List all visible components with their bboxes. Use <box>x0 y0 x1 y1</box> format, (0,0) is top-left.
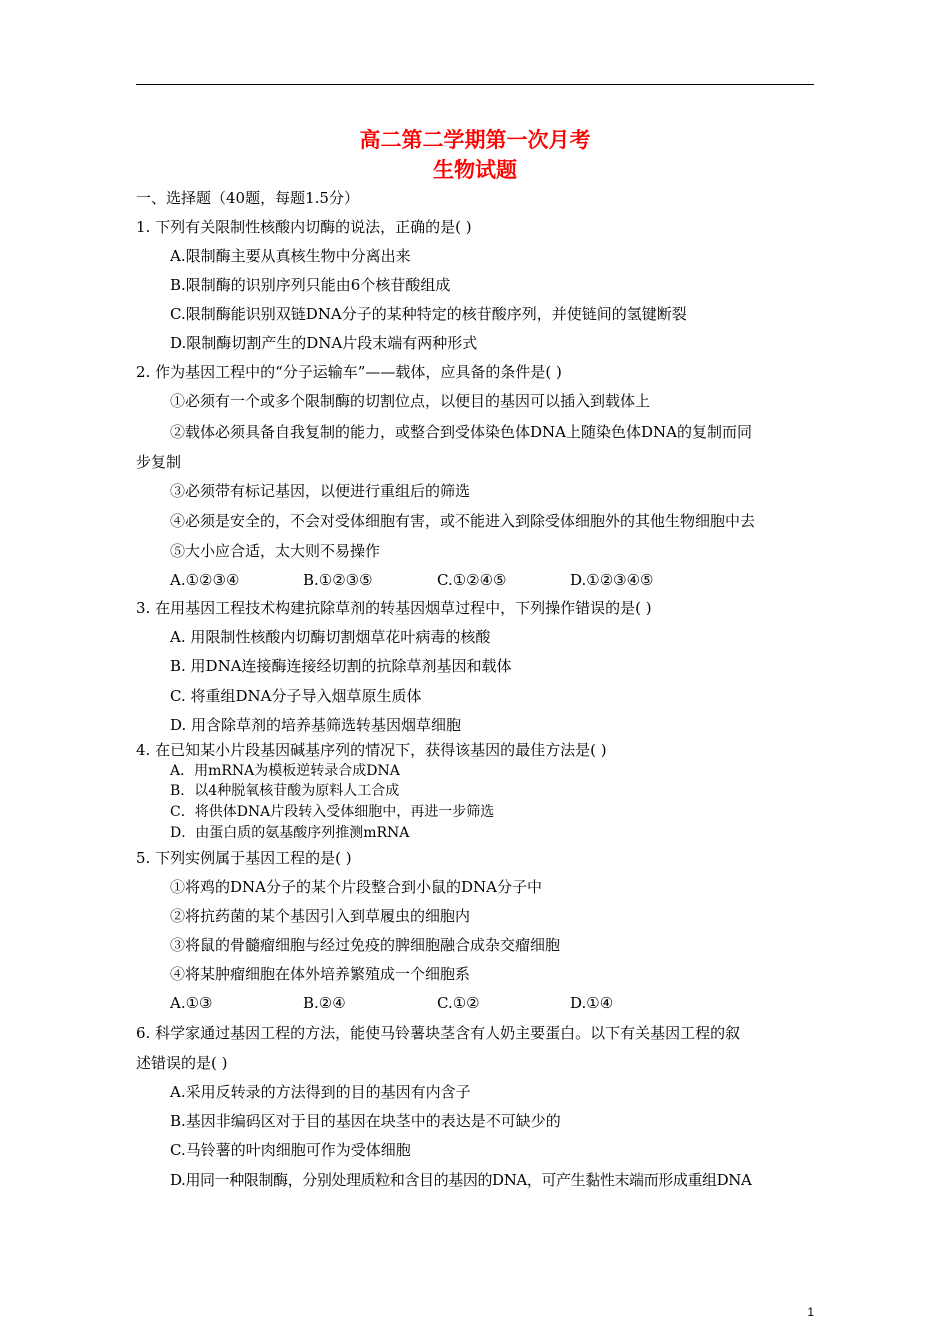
option-d: D. 用含除草剂的培养基筛选转基因烟草细胞 <box>170 716 462 734</box>
option-b: B．以4种脱氧核苷酸为原料人工合成 <box>170 783 400 799</box>
option-a: A.采用反转录的方法得到的目的基因有内含子 <box>170 1083 471 1101</box>
option-c: C.①② <box>437 994 480 1012</box>
option-a: A.①②③④ <box>170 571 240 589</box>
option-a: A.①③ <box>170 994 213 1012</box>
option-c: C．将供体DNA片段转入受体细胞中，再进一步筛选 <box>170 804 495 820</box>
statement-3: ③将鼠的骨髓瘤细胞与经过免疫的脾细胞融合成杂交瘤细胞 <box>170 936 561 954</box>
option-c: C. 将重组DNA分子导入烟草原生质体 <box>170 687 422 705</box>
question-stem: 2. 作为基因工程中的“分子运输车”——载体，应具备的条件是( ) <box>136 363 562 381</box>
option-a: A. 用限制性核酸内切酶切割烟草花叶病毒的核酸 <box>170 628 491 646</box>
option-b: B.①②③⑤ <box>303 571 373 589</box>
option-c: C.马铃薯的叶肉细胞可作为受体细胞 <box>170 1141 411 1159</box>
question-stem: 1. 下列有关限制性核酸内切酶的说法，正确的是( ) <box>136 218 472 236</box>
option-d: D.①④ <box>570 994 614 1012</box>
option-d: D.①②③④⑤ <box>570 571 654 589</box>
option-b: B.②④ <box>303 994 346 1012</box>
question-stem-continued: 述错误的是( ) <box>136 1054 228 1072</box>
option-b: B.基因非编码区对于目的基因在块茎中的表达是不可缺少的 <box>170 1112 561 1130</box>
option-c: C.限制酶能识别双链DNA分子的某种特定的核苷酸序列，并使链间的氢键断裂 <box>170 305 687 323</box>
question-stem: 6. 科学家通过基因工程的方法，能使马铃薯块茎含有人奶主要蛋白。以下有关基因工程的叙 <box>136 1024 741 1042</box>
option-b: B. 用DNA连接酶连接经切割的抗除草剂基因和载体 <box>170 657 512 675</box>
statement-2-continued: 步复制 <box>136 453 182 471</box>
statement-4: ④必须是安全的，不会对受体细胞有害，或不能进入到除受体细胞外的其他生物细胞中去 <box>170 512 756 530</box>
option-d: D．由蛋白质的氨基酸序列推测mRNA <box>170 825 410 841</box>
statement-1: ①必须有一个或多个限制酶的切割位点，以便目的基因可以插入到载体上 <box>170 392 651 410</box>
exam-subtitle: 生物试题 <box>433 157 517 182</box>
option-a: A.限制酶主要从真核生物中分离出来 <box>170 247 411 265</box>
option-c: C.①②④⑤ <box>437 571 507 589</box>
option-b: B.限制酶的识别序列只能由6个核苷酸组成 <box>170 276 451 294</box>
page-number: 1 <box>807 1305 814 1319</box>
statement-2: ②载体必须具备自我复制的能力，或整合到受体染色体DNA上随染色体DNA的复制而同 <box>170 423 752 441</box>
statement-4: ④将某肿瘤细胞在体外培养繁殖成一个细胞系 <box>170 965 471 983</box>
statement-1: ①将鸡的DNA分子的某个片段整合到小鼠的DNA分子中 <box>170 878 542 896</box>
question-stem: 4. 在已知某小片段基因碱基序列的情况下，获得该基因的最佳方法是( ) <box>136 741 607 759</box>
question-stem: 5. 下列实例属于基因工程的是( ) <box>136 849 352 867</box>
section-heading: 一、选择题（40题，每题1.5分） <box>136 189 359 207</box>
header-rule <box>136 84 814 85</box>
option-d: D.用同一种限制酶，分别处理质粒和含目的基因的DNA，可产生黏性末端而形成重组DNA <box>170 1171 752 1189</box>
option-d: D.限制酶切割产生的DNA片段末端有两种形式 <box>170 334 478 352</box>
statement-5: ⑤大小应合适，太大则不易操作 <box>170 542 381 560</box>
statement-2: ②将抗药菌的某个基因引入到草履虫的细胞内 <box>170 907 471 925</box>
question-stem: 3. 在用基因工程技术构建抗除草剂的转基因烟草过程中，下列操作错误的是( ) <box>136 599 652 617</box>
statement-3: ③必须带有标记基因，以便进行重组后的筛选 <box>170 482 471 500</box>
exam-title: 高二第二学期第一次月考 <box>359 127 591 152</box>
option-a: A．用mRNA为模板逆转录合成DNA <box>170 763 400 779</box>
